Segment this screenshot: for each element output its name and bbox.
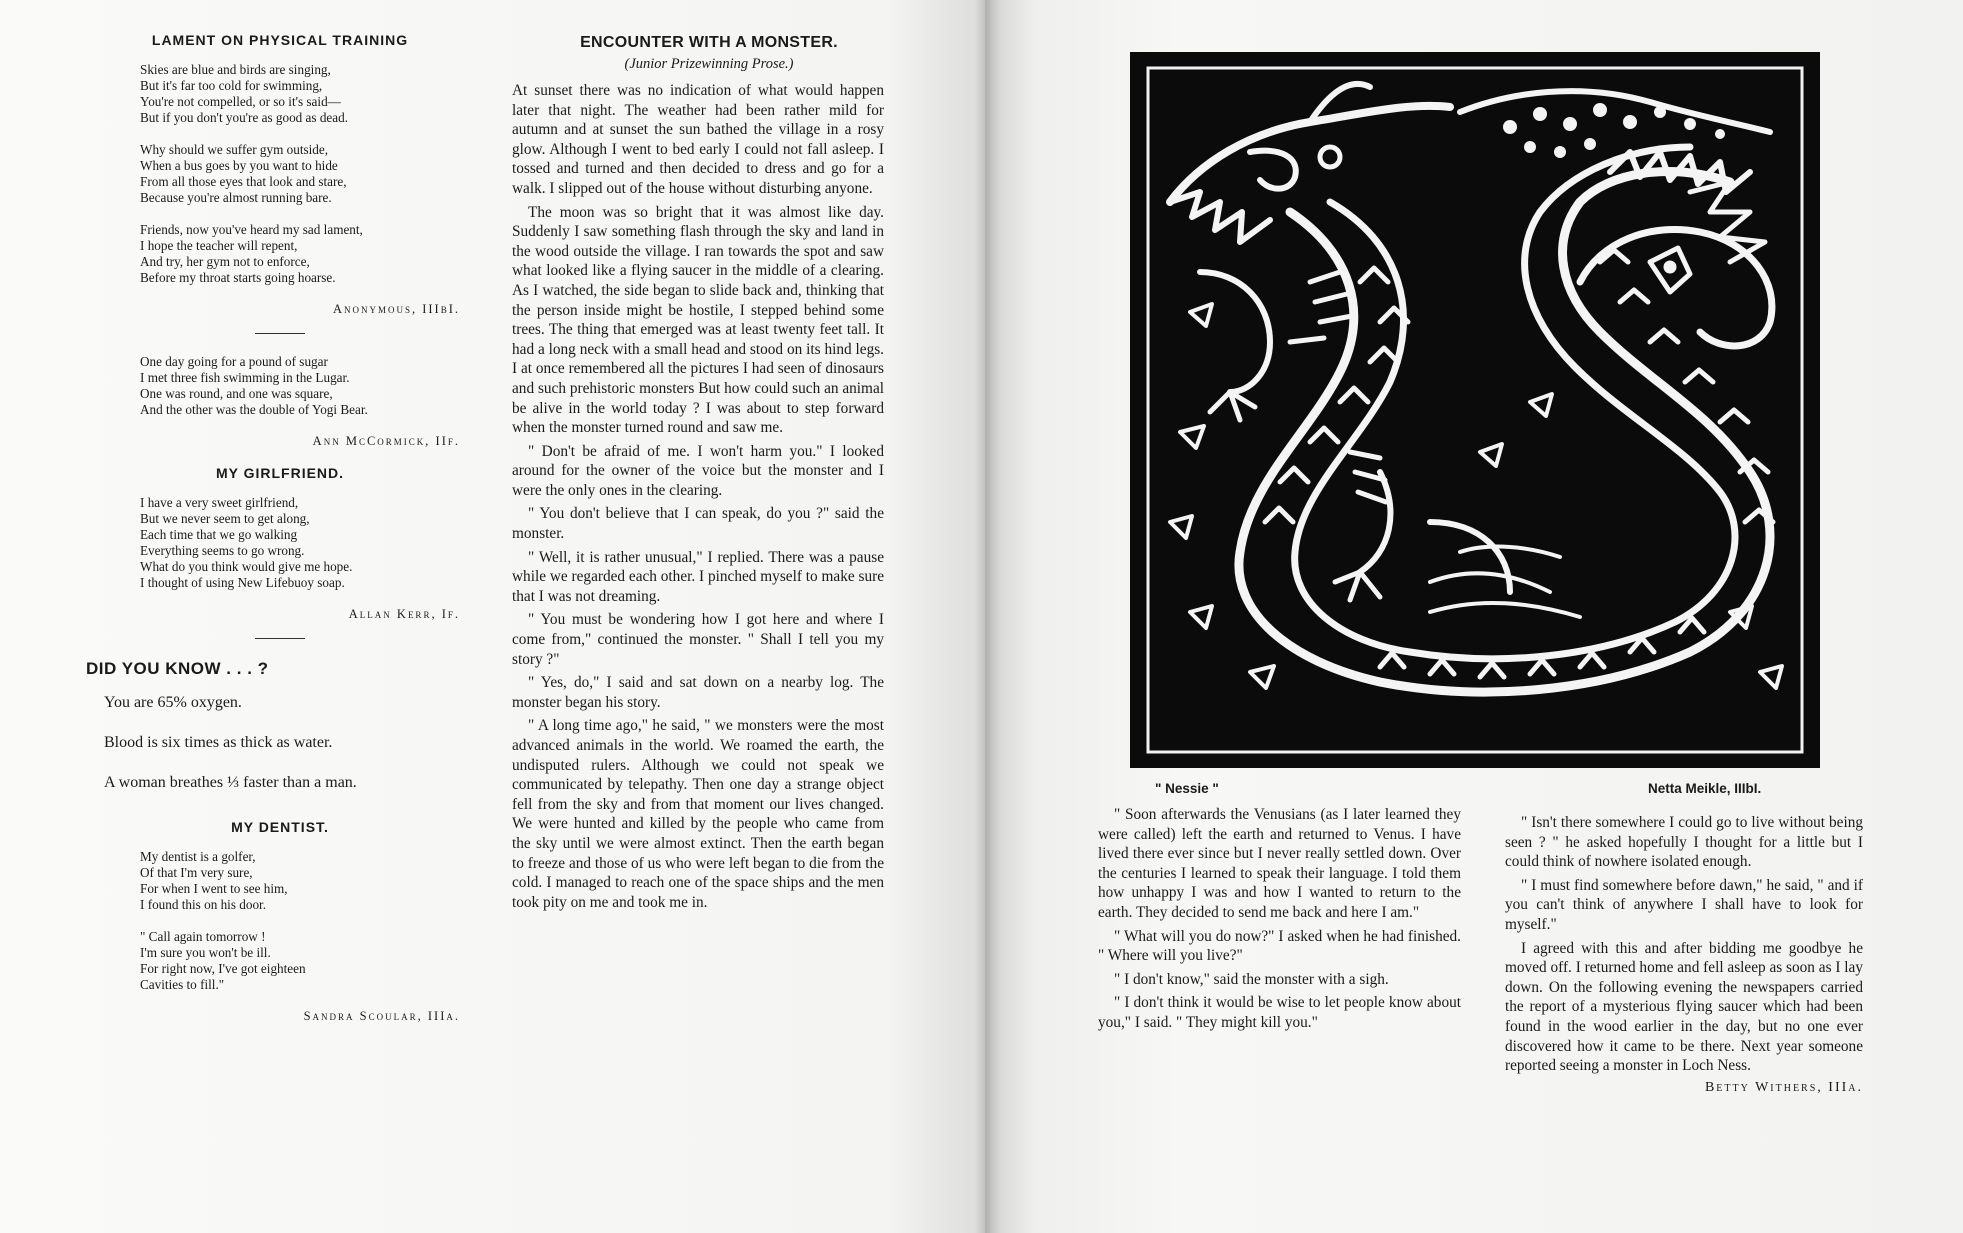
sugar-author: Ann McCormick, IIf. [312,434,460,448]
story-paragraph: The moon was so bright that it was almost like day. Suddenly I saw something flash through the sky and land in the wood outside the village. I ran towards the spot and saw what looked like a flying saucer in the middle of a clearing. As I watched, the side began to slide back and, thinking that the person inside might be hostile, I stepped behind some trees. The thing that emerged was at least twenty feet tall. It had a long neck with a small head and stood on its hind legs. I at once remembered all the pictures I had seen of dinosaurs and such prehistoric monsters But how could such an animal be alive in the world today ? I was about to step forward when the monster turned round and saw me. [512,203,884,437]
lament-stanza-2: Why should we suffer gym outside, When a bus goes by you want to hide From all those eyes that look and stare, Because you're almost running bare. [140,142,347,205]
story-paragraph: " Yes, do," I said and sat down on a nearby log. The monster began his story. [512,674,884,711]
nessie-linocut-illustration [1130,52,1820,768]
did-you-know-title: DID YOU KNOW . . . ? [86,659,269,678]
book-gutter [975,0,1001,1233]
story-paragraph: " I don't know," said the monster with a sigh. [1114,970,1389,988]
fact-3: A woman breathes ⅓ faster than a man. [104,774,357,791]
poems-column [86,32,460,1040]
story-title: ENCOUNTER WITH A MONSTER. [580,34,838,51]
dentist-stanza-1: My dentist is a golfer, Of that I'm very sure, For when I went to see him, I found this on his door. [140,849,288,912]
encounter-story [512,34,884,916]
story-paragraph: " A long time ago," he said, " we monsters were the most advanced animals in the world. We roamed the earth, the undisputed rulers. Although we could not speak we communicated by telepathy. Then one day a strange object fell from the sky and from that moment our lives changed. We were hunted and killed by the people who came from the sky until we were almost extinct. Then the earth began to freeze and those of us who were left began to die from the cold. I managed to reach one of the space ships and the men took pity on me and took me in. [512,717,884,911]
story-paragraph: " Don't be afraid of me. I won't harm you." I looked around for the owner of the voice but the monster and I were the only ones in the clearing. [512,442,884,499]
story-paragraph: I agreed with this and after bidding me goodbye he moved off. I returned home and fell asleep as soon as I lay down. On the following evening the newspapers carried the report of a mysterious flying saucer which had been found in the wood earlier in the day, but no one ever discovered how it came to be there. Next year someone reported seeing a monster in Loch Ness. [1505,939,1863,1075]
lament-stanza-3: Friends, now you've heard my sad lament, I hope the teacher will repent, And try, her gym not to enforce, Before my throat starts going hoarse. [140,222,363,285]
story-paragraph: " I don't think it would be wise to let people know about you," I said. " They might kill you." [1098,994,1461,1031]
lament-author: Anonymous, IIIbI. [332,302,460,316]
story-paragraph: " Well, it is rather unusual," I replied. There was a pause while we regarded each other. I pinched myself to make sure that I was not dreaming. [512,548,884,605]
story-author: Betty Withers, IIIa. [1704,1079,1863,1095]
dentist-stanza-2: " Call again tomorrow ! I'm sure you won't be ill. For right now, I've got eighteen Cavities to fill." [140,929,306,992]
story-subtitle: (Junior Prizewinning Prose.) [624,56,794,72]
girlfriend-author: Allan Kerr, If. [348,607,460,621]
artwork-caption-title: " Nessie " [1155,781,1219,796]
story-paragraph: " You don't believe that I can speak, do you ?" said the monster. [512,505,884,543]
story-paragraph: " Soon afterwards the Venusians (as I later learned they were called) left the earth and returned to Venus. I have lived there ever since but I never really settled down. Over the centuries I learned to speak their language. I told them how unhappy I was and how I wanted to return to the earth. They decided to send me back and here I am." [1098,806,1461,921]
story-paragraph: " What will you do now?" I asked when he had finished. " Where will you live?" [1098,927,1461,965]
sugar-poem: One day going for a pound of sugar I met three fish swimming in the Lugar. One was round, and one was square, And the other was the double of Yogi Bear. [140,354,368,417]
fact-1: You are 65% oxygen. [104,694,242,711]
artwork-caption-artist: Netta Meikle, IIIbI. [1648,781,1762,796]
lament-title: LAMENT ON PHYSICAL TRAINING [151,32,409,48]
divider [255,638,305,639]
story-paragraph: " I must find somewhere before dawn," he said, " and if you can't think of anywhere I shall have to look for myself." [1505,876,1863,933]
fact-2: Blood is six times as thick as water. [104,734,333,751]
girlfriend-title: MY GIRLFRIEND. [215,465,345,481]
story-paragraph: At sunset there was no indication of what would happen later that night. The weather had been rather mild for autumn and at sunset the sun bathed the village in a rosy glow. Although I went to bed early I could not fall asleep. I tossed and turned and then decided to dress and go for a walk. I slipped out of the house without disturbing anyone. [512,82,884,197]
dentist-author: Sandra Scoular, IIIa. [303,1009,460,1023]
nessie-dragon-drawing [1130,52,1820,768]
girlfriend-poem: I have a very sweet girlfriend, But we never seem to get along, Each time that we go walking Everything seems to go wrong. What do you think would give me hope. I thought of using New Lifebuoy soap. [140,495,353,590]
right-page [985,0,1963,1233]
dentist-title: MY DENTIST. [231,819,329,835]
story-paragraph: " Isn't there somewhere I could go to live without being seen ? " he asked hopefully I thought for a little but I could think of nowhere isolated enough. [1505,814,1863,871]
divider [255,333,305,334]
story-continued-column-1 [1098,805,1461,1037]
story-paragraph: " You must be wondering how I got here and where I come from," continued the monster. " Shall I tell you my story ?" [512,611,884,668]
story-continued-column-2 [1505,813,1863,1096]
lament-stanza-1: Skies are blue and birds are singing, But it's far too cold for swimming, You're not compelled, or so it's said— But if you don't you're as good as dead. [140,62,349,125]
